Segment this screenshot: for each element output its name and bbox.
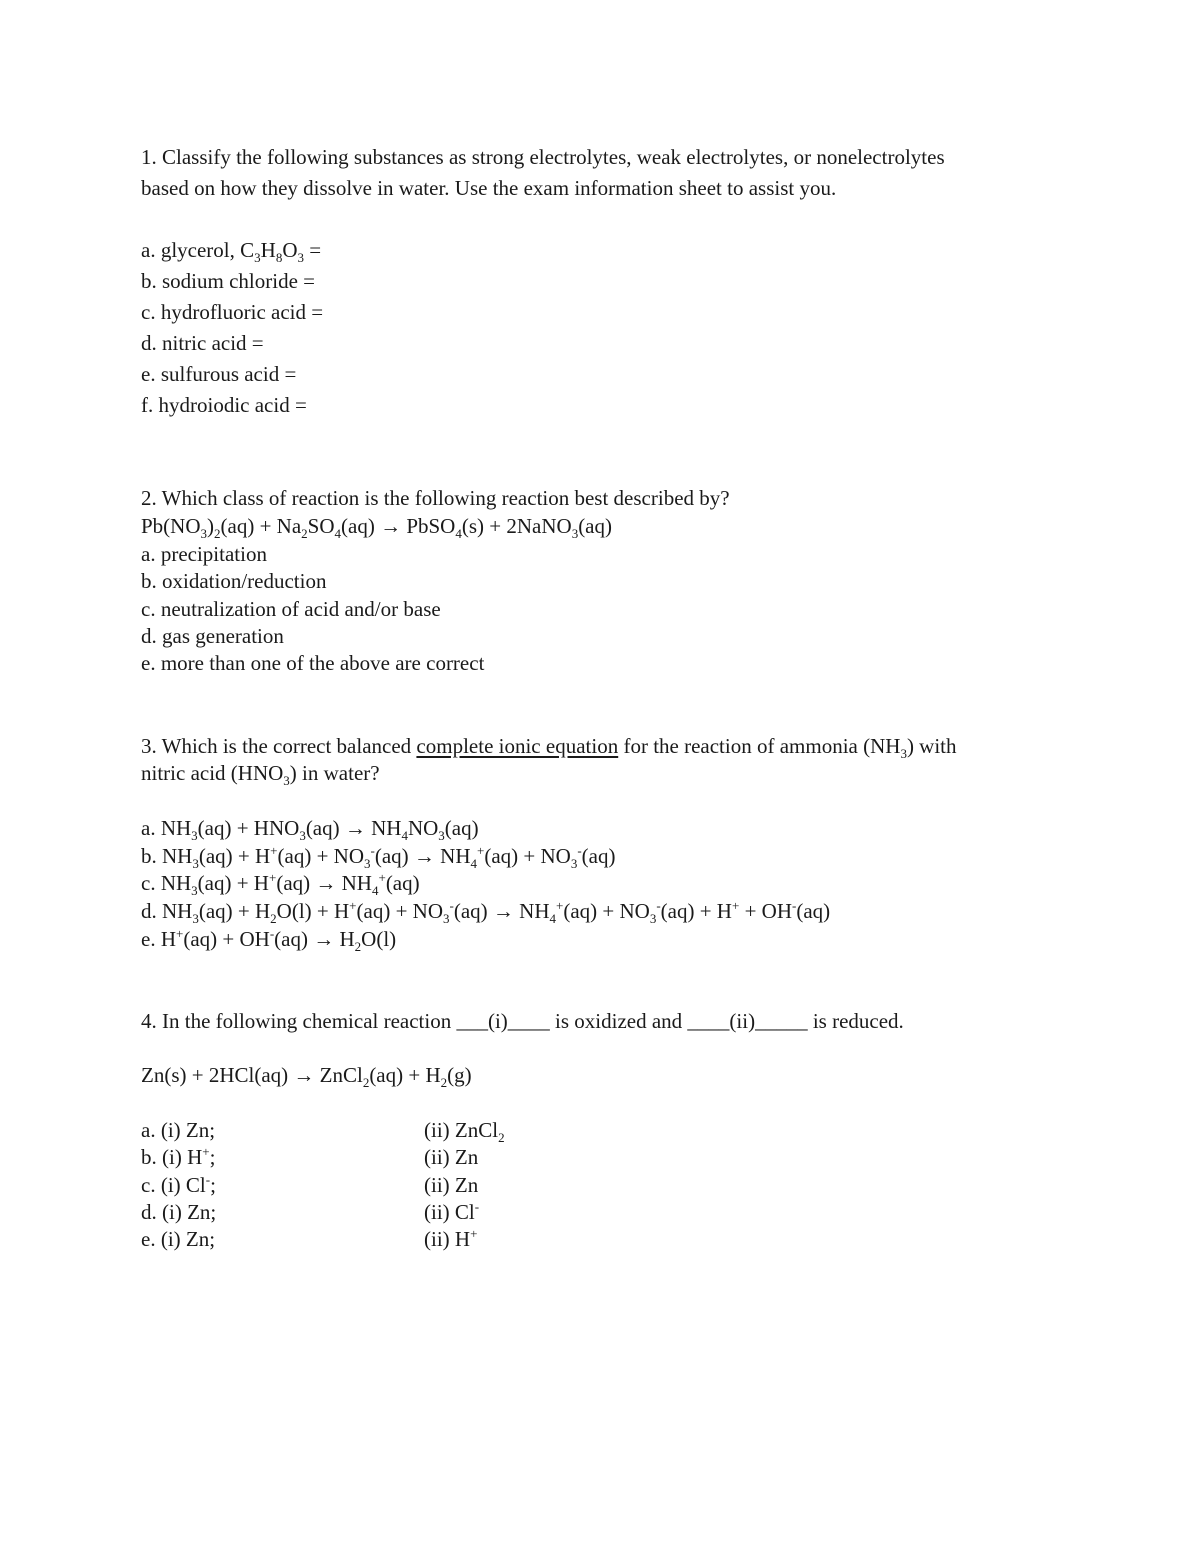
q2-stem: 2. Which class of reaction is the following reaction best described by?: [141, 486, 730, 510]
q3-d-sub: 3: [192, 911, 199, 927]
q1-a-h: H: [260, 238, 276, 262]
q3-option-d: [141, 898, 831, 927]
q3-d-sup: +: [555, 898, 564, 913]
q1-option-b: b. sodium chloride =: [141, 269, 315, 293]
q3-c-part: c. NH: [141, 871, 192, 895]
q1-stem-line-2: based on how they dissolve in water. Use the exam information sheet to assist you.: [141, 176, 837, 200]
q2-option-e: e. more than one of the above are correct: [141, 651, 485, 675]
q4-d-i: d. (i) Zn;: [141, 1200, 217, 1224]
q3-b-sup: -: [577, 843, 582, 858]
q3-d-part: (aq) + NO: [563, 899, 650, 923]
q1-a-o: O: [282, 238, 298, 262]
q3-d-sup: -: [449, 898, 454, 913]
q3-b-part: (aq): [581, 844, 616, 868]
q3-a-sub: 3: [299, 828, 306, 844]
q2-eq-sub: 3: [571, 526, 579, 542]
q3-b-part: (aq) + NO: [277, 844, 364, 868]
q3-stem-part: ) in water?: [289, 761, 380, 785]
q3-d-sup: -: [792, 898, 797, 913]
q2-option-c: c. neutralization of acid and/or base: [141, 597, 441, 621]
q3-a-part: (aq): [444, 816, 479, 840]
q4-d-ii: [424, 1200, 479, 1224]
q1-option-f: f. hydroiodic acid =: [141, 393, 307, 417]
q4-a-ii: [424, 1118, 505, 1146]
q3-e-sup: -: [269, 926, 275, 941]
q3-stem-sub: 3: [283, 773, 290, 789]
q3-option-b: [141, 843, 616, 872]
q4-eq-sub: 2: [362, 1075, 370, 1091]
q3-a-sub: 3: [438, 828, 445, 844]
q3-stem-part: ) with: [906, 734, 957, 758]
q4-eq-sub: 2: [440, 1075, 448, 1091]
q3-d-part: + OH: [739, 899, 793, 923]
q1-option-c: c. hydrofluoric acid =: [141, 300, 324, 324]
q3-d-sub: 4: [549, 911, 556, 927]
q3-e-sub: 2: [354, 939, 362, 955]
q3-stem-part: nitric acid (HNO: [141, 761, 284, 785]
q2-eq-sub: 3: [200, 526, 208, 542]
q3-b-sup: -: [370, 843, 375, 858]
q3-b-part: b. NH: [141, 844, 193, 868]
q3-stem-line-1: [141, 734, 957, 762]
q4-option-b: [141, 1144, 479, 1169]
q2-eq-sub: 2: [301, 526, 308, 542]
q4-eq-part: (aq) + H: [369, 1063, 441, 1087]
q3-d-sup: -: [656, 898, 661, 913]
q3-c-sup: +: [378, 870, 386, 885]
q2-option-d: d. gas generation: [141, 624, 284, 648]
q4-c-ii: (ii) Zn: [424, 1173, 479, 1197]
q4-e-ii-sup: +: [470, 1226, 478, 1241]
q1-a-sub: 3: [254, 250, 261, 266]
q2-option-a: a. precipitation: [141, 542, 267, 566]
q3-b-part: (aq) → NH: [374, 844, 471, 868]
q4-option-e: [141, 1226, 478, 1251]
q4-eq-part: (g): [447, 1063, 472, 1087]
q4-c-i-sup: -: [205, 1172, 211, 1187]
q4-stem: 4. In the following chemical reaction ___(i)____ is oxidized and ____(ii)_____ is reduced.: [141, 1009, 904, 1033]
q4-a-ii-sub: 2: [498, 1130, 505, 1146]
q3-stem-line-2: [141, 761, 380, 789]
q3-a-part: NO: [407, 816, 439, 840]
q2-eq-sub: 4: [455, 526, 462, 542]
q2-eq-part: SO: [307, 514, 335, 538]
q4-b-i-sup: +: [202, 1144, 210, 1159]
q3-e-part: e. H: [141, 927, 176, 951]
q1-a-eq: =: [303, 238, 322, 262]
q4-e-ii-text: (ii) H: [424, 1227, 471, 1251]
q4-option-d: [141, 1199, 480, 1224]
q1-a-label: a. glycerol, C: [141, 238, 255, 262]
q3-a-sub: 3: [191, 828, 198, 844]
q4-option-a: [141, 1118, 505, 1146]
q4-equation: [141, 1063, 472, 1091]
q3-stem-part: for the reaction of ammonia (NH: [618, 734, 901, 758]
q3-b-sup: +: [270, 843, 278, 858]
q3-c-part: (aq) → NH: [276, 871, 372, 895]
q4-option-c: [141, 1172, 479, 1197]
q1-option-a: [141, 238, 322, 266]
q3-d-sup: +: [349, 898, 357, 913]
q4-a-ii-text: (ii) ZnCl: [424, 1118, 499, 1142]
q3-d-part: (aq) + H: [660, 899, 732, 923]
q2-eq-part: ): [207, 514, 215, 538]
q4-d-ii-sup: -: [474, 1199, 480, 1214]
q3-d-sup: +: [731, 898, 740, 913]
q3-c-sup: +: [268, 870, 277, 885]
q3-c-sub: 4: [371, 883, 379, 899]
q3-d-part: (aq) + NO: [356, 899, 443, 923]
q2-eq-part: (aq): [578, 514, 612, 538]
q3-d-part: d. NH: [141, 899, 193, 923]
q4-eq-part: Zn(s) + 2HCl(aq) → ZnCl: [141, 1063, 363, 1087]
q4-e-i: e. (i) Zn;: [141, 1227, 216, 1251]
q3-c-part: (aq): [385, 871, 420, 895]
q3-stem-part: 3. Which is the correct balanced: [141, 734, 417, 758]
q2-eq-part: (aq) → PbSO: [341, 514, 456, 538]
q3-b-sub: 3: [570, 856, 578, 872]
q1-a-sub: 3: [297, 250, 304, 266]
q2-eq-part: Pb(NO: [141, 514, 201, 538]
q2-option-b: b. oxidation/reduction: [141, 569, 327, 593]
q4-d-ii-text: (ii) Cl: [424, 1200, 475, 1224]
q2-eq-part: (aq) + Na: [220, 514, 302, 538]
q3-a-part: (aq) → NH: [305, 816, 402, 840]
q1-stem-line-1: 1. Classify the following substances as strong electrolytes, weak electrolytes, or nonelectrolytes: [141, 145, 945, 169]
q3-d-part: (aq) → NH: [453, 899, 550, 923]
q2-eq-sub: 4: [334, 526, 342, 542]
q1-option-e: e. sulfurous acid =: [141, 362, 297, 386]
q4-a-i: a. (i) Zn;: [141, 1118, 216, 1142]
q3-e-part: (aq) + OH: [183, 927, 270, 951]
q4-e-ii: [424, 1227, 477, 1251]
q2-eq-part: (s) + 2NaNO: [461, 514, 572, 538]
q3-d-sub: 3: [443, 911, 450, 927]
q3-a-part: a. NH: [141, 816, 192, 840]
q3-d-part: (aq) + H: [198, 899, 271, 923]
q3-d-sub: 3: [649, 911, 657, 927]
q3-option-c: [141, 870, 420, 899]
q3-option-a: [141, 816, 479, 844]
q3-c-part: (aq) + H: [197, 871, 269, 895]
q4-c-i: [141, 1173, 216, 1197]
q3-e-sup: +: [176, 926, 184, 941]
q4-b-i-text: b. (i) H: [141, 1145, 203, 1169]
q3-b-part: (aq) + H: [198, 844, 271, 868]
q4-b-i: [141, 1145, 215, 1169]
q2-equation: [141, 514, 612, 542]
q3-a-part: (aq) + HNO: [197, 816, 300, 840]
q3-a-sub: 4: [401, 828, 408, 844]
q4-c-i-text: c. (i) Cl: [141, 1173, 206, 1197]
q3-b-part: (aq) + NO: [484, 844, 571, 868]
q3-b-sub: 3: [192, 856, 199, 872]
q3-b-sub: 4: [470, 856, 477, 872]
q1-option-d: d. nitric acid =: [141, 331, 264, 355]
q3-option-e: [141, 926, 397, 955]
q4-b-ii: (ii) Zn: [424, 1145, 479, 1169]
q3-d-part: (aq): [796, 899, 831, 923]
q3-d-part: O(l) + H: [276, 899, 350, 923]
q3-b-sub: 3: [364, 856, 371, 872]
q3-e-part: O(l): [361, 927, 397, 951]
q4-b-i-end: ;: [209, 1145, 216, 1169]
q1-a-sub: 8: [275, 250, 283, 266]
q3-stem-sub: 3: [900, 746, 907, 762]
q3-b-sup: +: [476, 843, 485, 858]
q3-c-sub: 3: [191, 883, 198, 899]
q3-d-sub: 2: [270, 911, 277, 927]
q3-stem-underlined: complete ionic equation: [416, 734, 619, 758]
q3-e-part: (aq) → H: [274, 927, 355, 951]
q4-c-i-end: ;: [210, 1173, 216, 1197]
q2-eq-sub: 2: [214, 526, 221, 542]
